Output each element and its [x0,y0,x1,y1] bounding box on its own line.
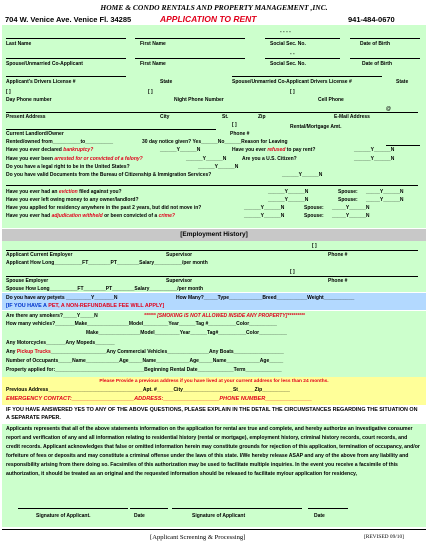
spouse-dl-field[interactable] [232,76,382,77]
dl-field[interactable] [6,76,126,77]
first-name-label: First Name [140,41,166,47]
spouse-employer-field[interactable] [6,276,418,277]
pets-question[interactable]: Do you have any petyets _________Y_______N [6,295,118,301]
motorcycles-mopeds[interactable]: Any Motorcycles_______Any Mopeds_______ [6,340,115,346]
current-landlord-label: Current Landlord/Owner [6,131,64,137]
spouse-dob-field[interactable] [350,58,420,59]
q-docs: Do you have valid Documents from the Bureau of Citizenship & Immigration Services? [6,172,212,178]
landlord-field[interactable] [6,129,216,130]
employer-field[interactable] [6,250,418,251]
spouse-withheld-label: Spouse: [304,213,324,219]
date-2-label: Date [314,513,325,519]
q-arrested: Have you ever been arrested for or convicted of a felony? [6,156,143,162]
spouse-dl-label: Spouse/Unmarried Co-Applicant Drivers License # [232,79,352,85]
spouse-ssn-label: Social Sec. No. [270,61,306,67]
cell-phone-label: Cell Phone [318,97,344,103]
spouse-withheld-yn[interactable]: _____Y______N [332,213,370,219]
screening-label: [Applicant Screening & Processing] [150,534,246,541]
employer-phone-label: Phone # [328,252,348,258]
spouse-owe-label: Spouse: [338,197,358,203]
spouse-first-field[interactable] [135,58,245,59]
signature-2-label: Signature of Applicant [192,513,246,519]
spouse-ssn-field[interactable] [265,58,340,59]
spouse-supervisor-label: Supervisor [166,278,193,284]
state-label: State [160,79,173,85]
q-refused-yn[interactable]: ______Y______N [354,147,395,153]
q-applied-yn[interactable]: ______Y______N [244,205,285,211]
rented-from[interactable]: Rented/owned from__________to__________ [6,139,114,145]
dob-label: Date of Birth [360,41,390,47]
employer-label: Applicant Current Employer [6,252,73,258]
present-address-label: Present Address [6,114,46,120]
company-address: 704 W. Venice Ave. Venice Fl. 34285 [5,15,132,24]
last-name-label: Last Name [6,41,32,47]
footer-divider [2,529,426,530]
q-bankruptcy: Have you ever declared bankruptcy? [6,147,94,153]
employer-phone-area[interactable]: [ ] [312,243,317,249]
supervisor-label: Supervisor [166,252,193,258]
night-phone-area[interactable]: [ ] [148,89,153,95]
employment-title: [Employment History] [180,231,248,238]
q-withheld-yn[interactable]: ______Y______N [244,213,285,219]
spouse-dob-label: Date of Birth [362,61,392,67]
dob-field[interactable] [350,38,420,39]
last-name-field[interactable] [6,38,126,39]
rental-mortgage-label: Rental/Mortgage Amt. [290,124,342,130]
q-legal: Do you have a legal right to be in the United States? [6,164,130,170]
employment-section [2,241,426,292]
email-label: E-Mail Address [334,114,370,120]
cell-phone-area[interactable]: [ ] [290,89,295,95]
dl-label: Applicant's Drivers License # [6,79,76,85]
q-legal-yn[interactable]: ______Y______N [198,164,239,170]
email-at: @ [386,106,391,112]
signature-1-line[interactable] [18,508,128,509]
top-dashes: - - - - [280,29,291,35]
spouse-applied-yn[interactable]: _____Y______N [332,205,370,211]
explain-notice: IF YOU HAVE ANSWERED YES TO ANY OF THE ABOVE QUESTIONS, PLEASE EXPLAIN IN THE DETAIL THE CIRCUMSTANCES REGARDING THE SITUATION ON A SEPARATE PAPER. [6,407,418,421]
q-arrested-yn[interactable]: ______Y______N [186,156,227,162]
rental-amount-field[interactable]: [ ] [232,122,237,128]
smokers-question[interactable]: Are there any smokers?_____Y_____N [6,313,98,319]
landlord-phone-label: Phone # [230,131,250,137]
spouse-first-label: First Name [140,61,166,67]
form-title: APPLICATION TO RENT [160,14,257,24]
applicant-how-long[interactable]: Applicant How Long__________FT________PT________Salary__________/per month [6,260,208,266]
q-owe-yn[interactable]: ______Y______N [268,197,309,203]
property-applied-row[interactable]: Property applied for:________________________________Beginning Rental Date_____________Term_____________ [6,367,282,373]
present-address-field[interactable] [6,112,418,113]
q-applied: Have you applied for residency anywhere in the past 2 years, but did not move in? [6,205,202,211]
ssn-field[interactable] [265,38,340,39]
pickup-commercial-boats[interactable]: Any Pickup Trucks____________________Any Commercial Vehicles_______________Any Boats__________________ [6,349,284,355]
day-phone-label: Day Phone number [6,97,52,103]
date-1-label: Date [134,513,145,519]
spouse-last-field[interactable] [6,58,126,59]
zip-label: Zip [258,114,266,120]
previous-address-row[interactable]: Previous Address__________________________________Apt. #______City__________________St______Zip__________ [6,387,290,393]
q-eviction-yn[interactable]: ______Y______N [268,189,309,195]
spouse-employer-label: Spouse Employer [6,278,49,284]
state2-label: State [396,79,409,85]
signature-1-label: Signature of Applicant. [36,513,91,519]
ssn2-dashes: - - [290,51,295,57]
spouse-how-long[interactable]: Spouse How Long__________FT________PT________Salary__________/per month [6,286,204,292]
company-phone: 941-484-0670 [348,15,395,24]
previous-address-notice: Please Provide a previous address if you have lived at your current address for less than 24 months. [99,379,329,384]
occupants-row[interactable]: Number of Occupants_____Name____________Age_____Name____________Age_____Name____________Age_____ [6,358,284,364]
pet-fee-notice: [IF YOU HAVE A PET, A NON-REFUNDABLE FEE WILL APPLY] [6,303,165,309]
first-name-field[interactable] [135,38,245,39]
smoking-notice: ****** [SMOKING IS NOT ALLOWED INSIDE ANY PROPERTY]********* [144,313,305,319]
q-refused: Have you ever refused to pay rent? [232,147,316,153]
legal-statement: Applicants represents that all of the above statements information on the application for rental are true and complete, and hereby authorize an investigative consumer report and verification of any and all information relating to residential history (rental or mortgage), employment history, criminal history records, court records, and credit records. Applicant acknowledges that false or omitted information herein may constitute grounds for rejection of this application, termination of occupancy, and/or forfeiture of fees or deposits and may constitute a criminal offense under the laws of this state. I/We hereby release ASAP and any of the above from any liability and responsibility arising from there doing so. Facsimiles of this authorization may be used to facilitate multiple inquiries. In the event you receive a facsimile of this authorization, it should be treated as an original and the requested information should be released to facilitate my/our application for residency, [6,426,420,478]
spouse-eviction-label: Spouse: [338,189,358,195]
spouse-employer-phone-area[interactable]: [ ] [290,269,295,275]
vehicles-row-2[interactable]: Make_______________Model_________Year______Tag#__________Color__________ [86,330,287,336]
spouse-eviction-yn[interactable]: _____Y______N [366,189,404,195]
date-1-line[interactable] [130,508,168,509]
day-phone-area[interactable]: [ ] [6,89,11,95]
spouse-applied-label: Spouse: [304,205,324,211]
q-owe: Have you ever left owing money to any owner/landlord? [6,197,139,203]
city-label: City [160,114,170,120]
night-phone-label: Night Phone Number [174,97,224,103]
st-label: St. [222,114,229,120]
q-bankruptcy-yn[interactable]: ______Y______N [160,147,201,153]
q-citizen: Are you a U.S. Citizen? [242,156,297,162]
spouse-employer-phone-label: Phone # [328,278,348,284]
q-docs-yn[interactable]: ______Y______N [282,172,323,178]
spouse-last-label: Spouse/Unmarried Co-Applicant [6,61,83,67]
reason-field[interactable] [386,145,420,146]
spouse-owe-yn[interactable]: _____Y______N [366,197,404,203]
q-withheld: Have you ever had adjudication withheld or been convicted of a crime? [6,213,175,219]
revised-label: [REVISED 09/10] [364,534,404,540]
q-eviction: Have you ever had an eviction filed against you? [6,189,122,195]
divider-1 [6,185,418,186]
signature-2-line[interactable] [172,508,302,509]
vehicles-row-1[interactable]: How many vehicles?_______Make_______________Model_________Year______Tag #__________Color__________ [6,321,277,327]
date-2-line[interactable] [308,508,348,509]
pets-how-many[interactable]: How Many?_____Type____________Breed___________Weight___________ [176,295,355,301]
emergency-contact-row[interactable]: EMERGENCY CONTACT:____________________ADDRESS:__________________PHONE NUMBER_______________ [6,396,312,402]
company-name: HOME & CONDO RENTALS AND PROPERTY MANAGEMENT ,INC. [100,3,328,12]
q-citizen-yn[interactable]: ______Y______N [354,156,395,162]
notice-given[interactable]: 30 day notice given? Yes______No______Reason for Leaving [142,139,288,145]
ssn-label: Social Sec. No. [270,41,306,47]
